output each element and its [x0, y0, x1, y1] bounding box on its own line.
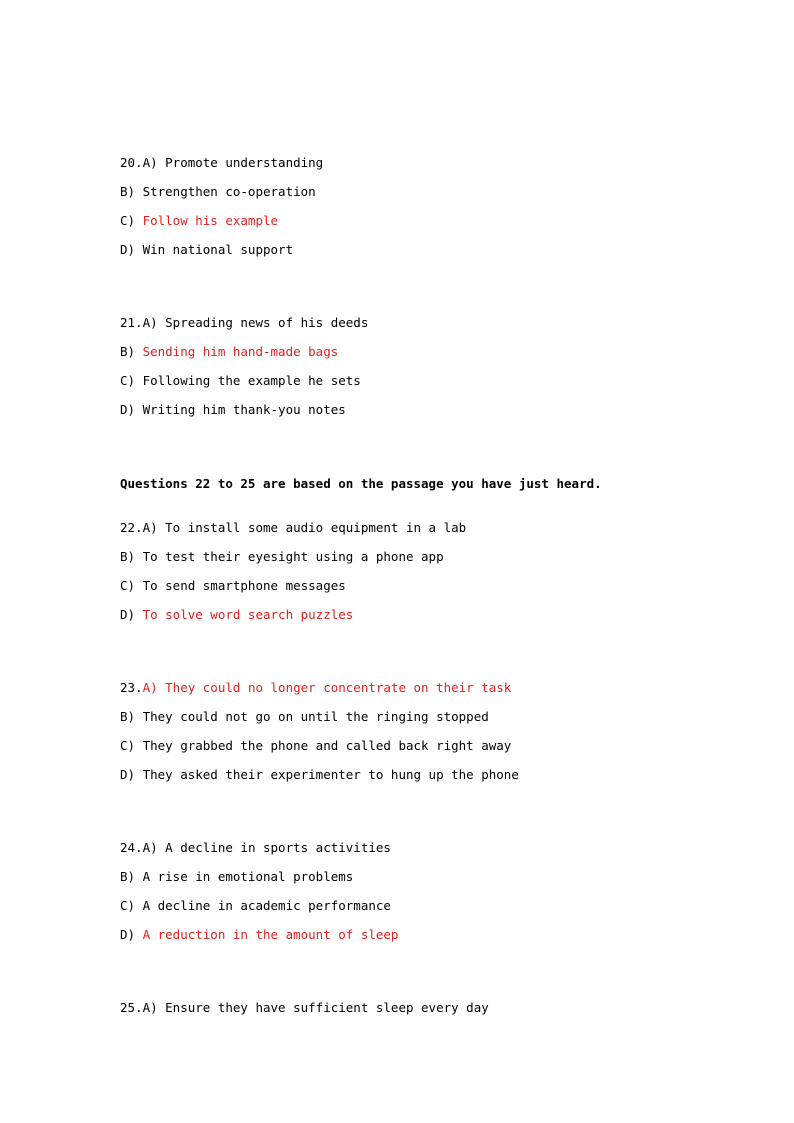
- q23-option-c: C) They grabbed the phone and called back right away: [120, 738, 512, 753]
- question-number: 24.: [120, 840, 143, 855]
- q23-option-d: D) They asked their experimenter to hung up the phone: [120, 767, 519, 782]
- q22-option-a: 22.A) To install some audio equipment in a lab: [120, 520, 467, 535]
- q21-option-a: 21.A) Spreading news of his deeds: [120, 315, 369, 330]
- q21-option-b: B) Sending him hand-made bags: [120, 344, 339, 359]
- correct-answer: They could no longer concentrate on their task: [165, 680, 512, 695]
- q24-option-d: D) A reduction in the amount of sleep: [120, 927, 399, 942]
- question-number: 21.: [120, 315, 143, 330]
- question-number: 22.: [120, 520, 143, 535]
- q20-option-c: C) Follow his example: [120, 213, 279, 228]
- q20-option-a: 20.A) Promote understanding: [120, 155, 324, 170]
- correct-answer: Follow his example: [142, 213, 279, 228]
- correct-answer: Sending him hand-made bags: [142, 344, 339, 359]
- question-number: 25.: [120, 1000, 143, 1015]
- q21-option-c: C) Following the example he sets: [120, 373, 361, 388]
- q20-option-b: B) Strengthen co-operation: [120, 184, 316, 199]
- q22-option-c: C) To send smartphone messages: [120, 578, 346, 593]
- q20-option-d: D) Win national support: [120, 242, 294, 257]
- q23-option-b: B) They could not go on until the ringing stopped: [120, 709, 489, 724]
- q22-option-b: B) To test their eyesight using a phone app: [120, 549, 444, 564]
- q24-option-b: B) A rise in emotional problems: [120, 869, 354, 884]
- q24-option-c: C) A decline in academic performance: [120, 898, 391, 913]
- q25-option-a: 25.A) Ensure they have sufficient sleep every day: [120, 1000, 489, 1015]
- correct-answer: To solve word search puzzles: [142, 607, 354, 622]
- question-number: 23.: [120, 680, 143, 695]
- correct-answer: A reduction in the amount of sleep: [142, 927, 399, 942]
- q21-option-d: D) Writing him thank-you notes: [120, 402, 346, 417]
- q23-option-a: 23.A) They could no longer concentrate on their task: [120, 680, 512, 695]
- q22-option-d: D) To solve word search puzzles: [120, 607, 354, 622]
- q24-option-a: 24.A) A decline in sports activities: [120, 840, 391, 855]
- section-heading: Questions 22 to 25 are based on the passage you have just heard.: [120, 476, 602, 491]
- question-number: 20.: [120, 155, 143, 170]
